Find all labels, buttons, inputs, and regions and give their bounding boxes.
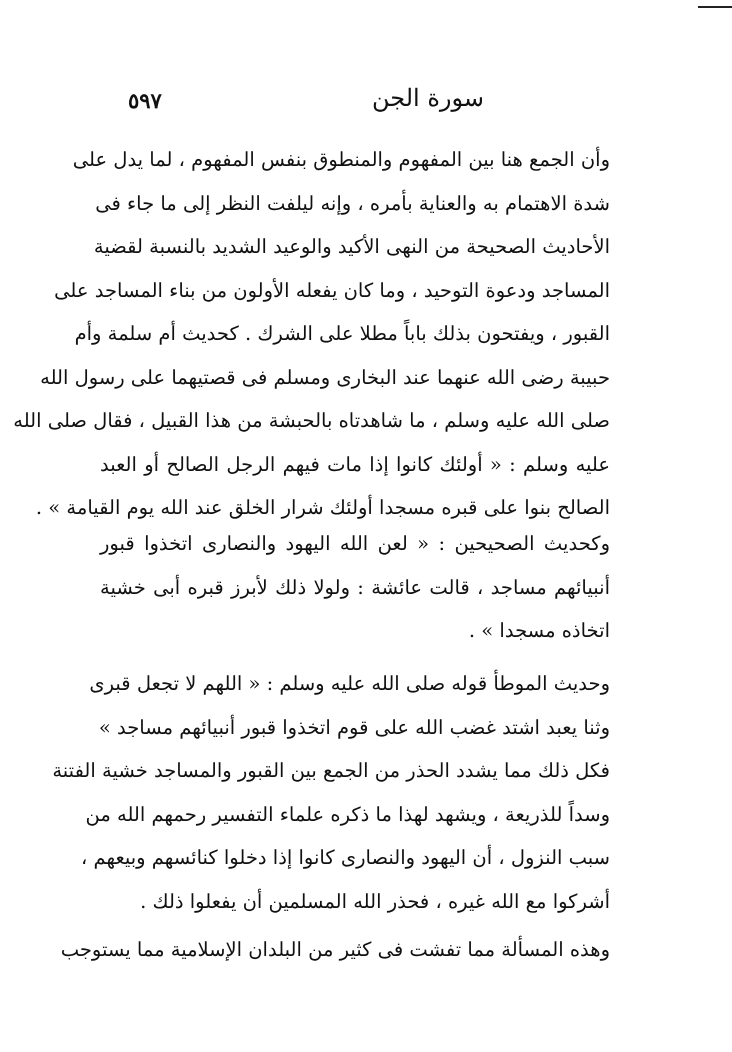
- text-line: وحديث الموطأ قوله صلى الله عليه وسلم : « اللهم لا تجعل قبرى: [89, 672, 610, 695]
- text-line: الصالح بنوا على قبره مسجدا أولئك شرار الخلق عند الله يوم القيامة » .: [35, 496, 610, 519]
- text-line: حبيبة رضى الله عنهما عند البخارى ومسلم فى قصتيهما على رسول الله: [40, 365, 610, 389]
- text-line: أشركوا مع الله غيره ، فحذر الله المسلمين أن يفعلوا ذلك .: [140, 889, 610, 913]
- text-line: عليه وسلم : « أولئك كانوا إذا مات فيهم الرجل الصالح أو العبد: [100, 452, 610, 476]
- text-line: وسداً للذريعة ، ويشهد لهذا ما ذكره علماء التفسير رحمهم الله من: [85, 802, 610, 826]
- corner-mark: [698, 6, 732, 8]
- text-line: وكحديث الصحيحين : « لعن الله اليهود والنصارى اتخذوا قبور: [100, 532, 610, 555]
- paragraph-2: [100, 522, 610, 653]
- text-line: شدة الاهتمام به والعناية بأمره ، وإنه ليلفت النظر إلى ما جاء فى: [95, 191, 610, 215]
- text-line: صلى الله عليه وسلم ، ما شاهدتاه بالحبشة من هذا القبيل ، فقال صلى الله: [13, 409, 610, 432]
- text-line: وثنا يعبد اشتد غضب الله على قوم اتخذوا قبور أنبيائهم مساجد »: [98, 715, 610, 739]
- text-line: اتخاذه مسجدا » .: [468, 619, 610, 642]
- text-line: أنبيائهم مساجد ، قالت عائشة : ولولا ذلك لأبرز قبره أبى خشية: [100, 575, 610, 599]
- paragraph-1: [13, 138, 610, 530]
- text-line: وأن الجمع هنا بين المفهوم والمنطوق بنفس المفهوم ، لما يدل على: [72, 148, 610, 171]
- page-number: ٥٩٧: [128, 88, 162, 113]
- text-line: القبور ، ويفتحون بذلك باباً مطلا على الشرك . كحديث أم سلمة وأم: [74, 322, 610, 345]
- text-line: الأحاديث الصحيحة من النهى الأكيد والوعيد الشديد بالنسبة لقضية: [93, 235, 610, 258]
- surah-title: سورة الجن: [371, 84, 485, 112]
- paragraph-4: [60, 928, 610, 972]
- text-line: المساجد ودعوة التوحيد ، وما كان يفعله الأولون من بناء المساجد على: [54, 278, 610, 302]
- text-line: فكل ذلك مما يشدد الحذر من الجمع بين القبور والمساجد خشية الفتنة: [52, 759, 610, 782]
- text-line: سبب النزول ، أن اليهود والنصارى كانوا إذا دخلوا كنائسهم وبيعهم ،: [81, 846, 610, 869]
- page-header: [128, 84, 608, 120]
- paragraph-3: [52, 662, 610, 923]
- text-line: وهذه المسألة مما تفشت فى كثير من البلدان الإسلامية مما يستوجب: [60, 938, 610, 961]
